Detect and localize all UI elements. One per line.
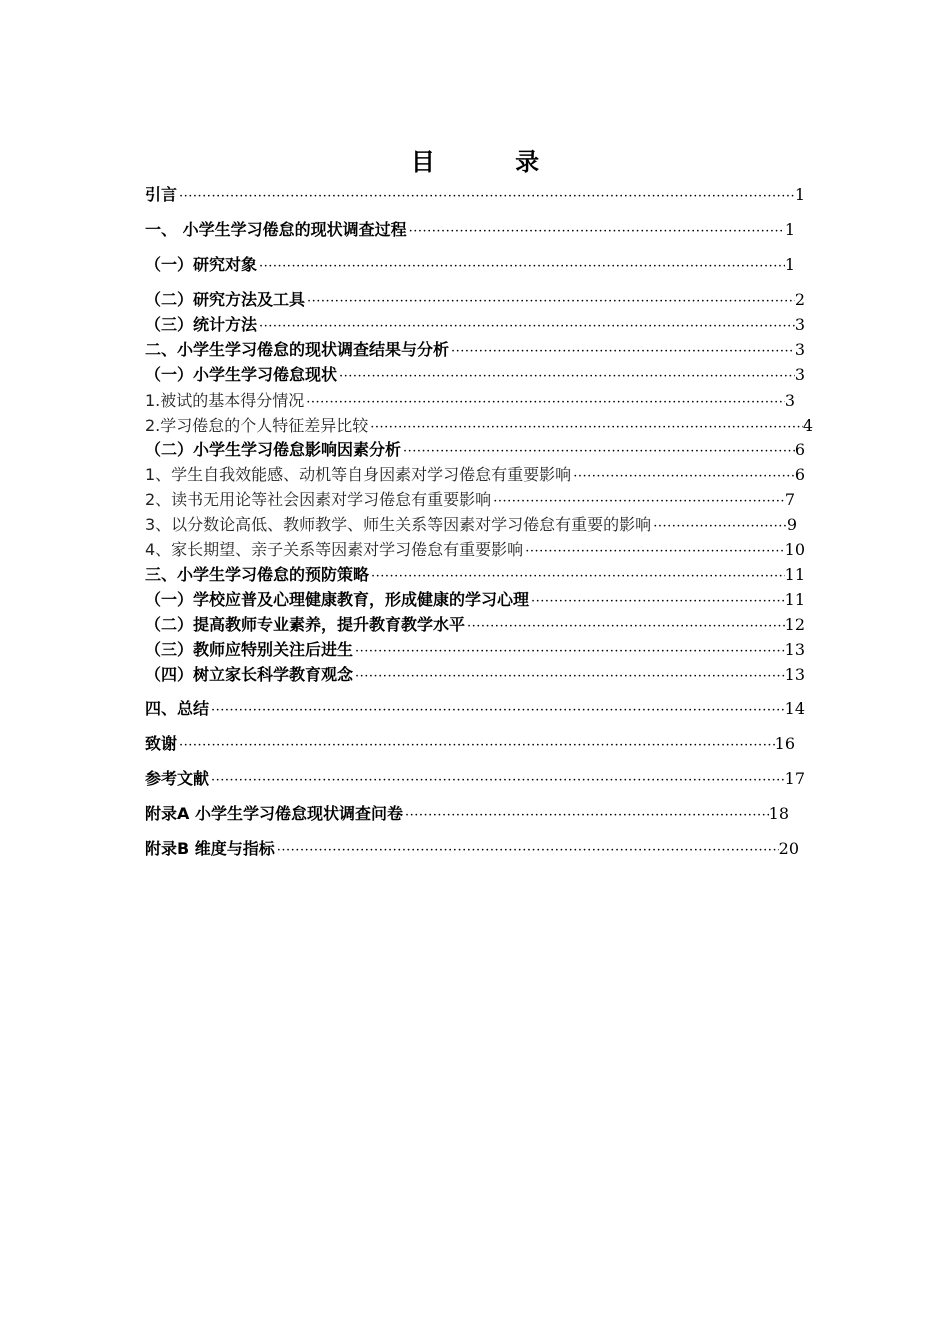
toc-entry-label: （二）研究方法及工具 [145, 290, 306, 309]
toc-entry-label: （二）提高教师专业素养，提升教育教学水平 [145, 615, 466, 634]
toc-entry[interactable] [145, 589, 805, 611]
toc-dot-leader [305, 291, 795, 313]
toc-entry-label: （三）教师应特别关注后进生 [145, 640, 354, 659]
toc-entry-label: （一）小学生学习倦怠现状 [145, 365, 338, 384]
toc-entry-label: 2、读书无用论等社会因素对学习倦怠有重要影响 [145, 490, 492, 509]
toc-entry[interactable] [145, 803, 789, 825]
toc-page-number: 18 [768, 804, 789, 823]
toc-entry-label: 参考文献 [145, 769, 210, 788]
toc-entry[interactable] [145, 464, 805, 486]
toc-entry[interactable] [145, 664, 805, 686]
toc-page-number: 6 [794, 465, 805, 484]
toc-entry[interactable] [145, 639, 805, 661]
toc-page-number: 16 [774, 734, 795, 753]
toc-page-number: 14 [784, 699, 805, 718]
toc-entry-label: 四、总结 [145, 699, 210, 718]
toc-page-number: 11 [784, 590, 805, 609]
toc-entry[interactable] [145, 184, 805, 206]
toc-page-number: 3 [794, 340, 805, 359]
toc-entry-label: 附录A 小学生学习倦怠现状调查问卷 [145, 804, 403, 823]
toc-entry[interactable] [145, 254, 795, 276]
toc-entry-label: （一）学校应普及心理健康教育，形成健康的学习心理 [145, 590, 530, 609]
toc-page-number: 12 [784, 615, 805, 634]
toc-entry[interactable] [145, 314, 805, 336]
toc-dot-leader [209, 700, 785, 722]
toc-page-number: 17 [784, 769, 805, 788]
toc-dot-leader [523, 541, 784, 563]
toc-dot-leader [465, 616, 785, 638]
toc-dot-leader [304, 392, 785, 414]
toc-entry-label: 1.被试的基本得分情况 [145, 391, 305, 410]
toc-entry-label: 2.学习倦怠的个人特征差异比较 [145, 416, 369, 435]
toc-dot-leader [353, 641, 785, 663]
toc-entry[interactable] [145, 390, 795, 412]
toc-dot-leader [571, 466, 795, 488]
toc-entry[interactable] [145, 733, 795, 755]
toc-page-number: 20 [778, 839, 799, 858]
toc-entry[interactable] [145, 564, 805, 586]
toc-entry[interactable] [145, 289, 805, 311]
toc-entry[interactable] [145, 489, 795, 511]
toc-entry[interactable] [145, 614, 805, 636]
toc-entry[interactable] [145, 415, 813, 437]
toc-entry-label: 附录B 维度与指标 [145, 839, 275, 858]
toc-page-number: 13 [784, 640, 805, 659]
toc-page-number: 13 [784, 665, 805, 684]
toc-entry-label: 致谢 [145, 734, 178, 753]
toc-entry-label: （三）统计方法 [145, 315, 258, 334]
toc-entry-label: 一、 小学生学习倦怠的现状调查过程 [145, 220, 407, 239]
toc-dot-leader [177, 735, 775, 757]
toc-page-number: 6 [794, 440, 805, 459]
toc-dot-leader [401, 441, 795, 463]
toc-page-number: 2 [794, 290, 805, 309]
toc-entry-label: 引言 [145, 185, 178, 204]
toc-page-number: 9 [786, 515, 797, 534]
toc-page-number: 3 [794, 315, 805, 334]
toc-entry-label: 3、以分数论高低、教师教学、师生关系等因素对学习倦怠有重要的影响 [145, 515, 652, 534]
toc-entry[interactable] [145, 838, 799, 860]
toc-dot-leader [407, 221, 785, 243]
toc-dot-leader [491, 491, 785, 513]
toc-page-number: 1 [794, 185, 805, 204]
toc-dot-leader [529, 591, 785, 613]
toc-entry[interactable] [145, 768, 805, 790]
toc-entry-label: （二）小学生学习倦怠影响因素分析 [145, 440, 402, 459]
toc-entry-label: （四）树立家长科学教育观念 [145, 665, 354, 684]
toc-dot-leader [449, 341, 795, 363]
toc-entry-label: 1、学生自我效能感、动机等自身因素对学习倦怠有重要影响 [145, 465, 572, 484]
toc-entry[interactable] [145, 219, 795, 241]
toc-dot-leader [369, 566, 785, 588]
toc-entry[interactable] [145, 698, 805, 720]
toc-dot-leader [209, 770, 785, 792]
toc-entry-label: 二、小学生学习倦怠的现状调查结果与分析 [145, 340, 450, 359]
toc-dot-leader [368, 417, 803, 439]
toc-dot-leader [177, 186, 795, 208]
toc-dot-leader [651, 516, 787, 538]
toc-dot-leader [257, 256, 785, 278]
toc-entry-label: （一）研究对象 [145, 255, 258, 274]
toc-dot-leader [337, 366, 795, 388]
toc-dot-leader [275, 840, 779, 862]
toc-title: 目 录 [410, 148, 576, 176]
toc-entry[interactable] [145, 539, 805, 561]
toc-entry[interactable] [145, 364, 805, 386]
toc-page-number: 3 [794, 365, 805, 384]
toc-dot-leader [257, 316, 795, 338]
toc-page-number: 10 [784, 540, 805, 559]
toc-entry[interactable] [145, 339, 805, 361]
toc-entry[interactable] [145, 514, 797, 536]
toc-page-number: 3 [784, 391, 795, 410]
toc-dot-leader [403, 805, 769, 827]
toc-page-number: 1 [784, 255, 795, 274]
toc-dot-leader [353, 666, 785, 688]
toc-entry-label: 三、小学生学习倦怠的预防策略 [145, 565, 370, 584]
toc-page-number: 11 [784, 565, 805, 584]
toc-entry-label: 4、家长期望、亲子关系等因素对学习倦怠有重要影响 [145, 540, 524, 559]
toc-entry[interactable] [145, 439, 805, 461]
toc-page-number: 4 [802, 416, 813, 435]
toc-page-number: 7 [784, 490, 795, 509]
toc-page-number: 1 [784, 220, 795, 239]
